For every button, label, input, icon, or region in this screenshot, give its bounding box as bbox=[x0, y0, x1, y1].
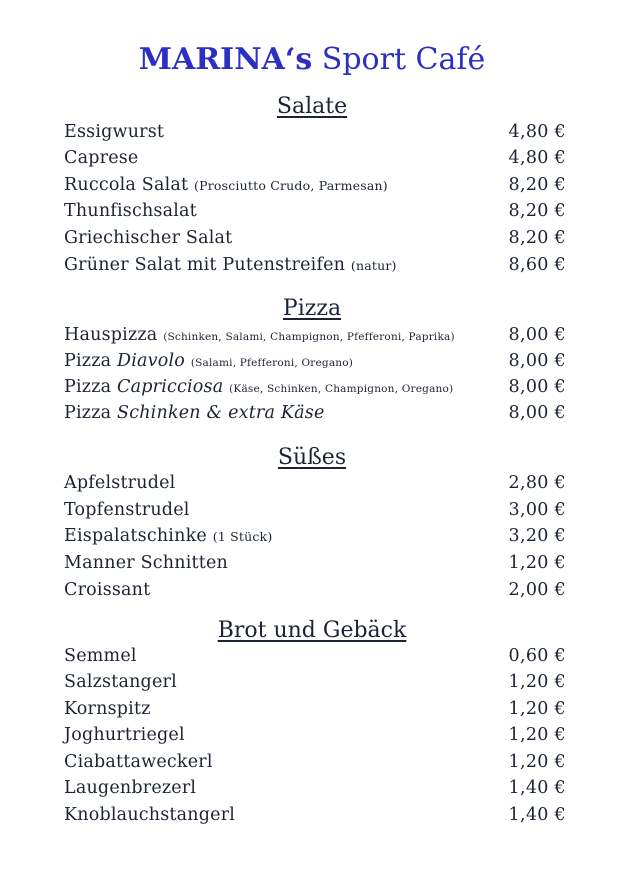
menu-item bbox=[64, 497, 566, 523]
menu-item bbox=[64, 643, 566, 669]
menu-item bbox=[64, 172, 566, 198]
item-name: Caprese bbox=[64, 148, 139, 168]
item-name: Kornspitz bbox=[64, 699, 151, 719]
item-name: Pizza Diavolo (Salami, Pfefferoni, Oregano) bbox=[64, 351, 354, 371]
menu-item bbox=[64, 470, 566, 496]
item-note: (Prosciutto Crudo, Parmesan) bbox=[194, 178, 388, 193]
item-note: (1 Stück) bbox=[212, 529, 273, 544]
item-note: (Salami, Pfefferoni, Oregano) bbox=[190, 357, 354, 369]
menu-item bbox=[64, 550, 566, 576]
item-name: Knoblauchstangerl bbox=[64, 805, 236, 825]
item-note: (Käse, Schinken, Champignon, Oregano) bbox=[229, 383, 454, 395]
item-name: Ruccola Salat (Prosciutto Crudo, Parmesan) bbox=[64, 175, 388, 195]
item-price: 8,00 € bbox=[508, 325, 566, 345]
section-title-pizza: Pizza bbox=[282, 296, 342, 321]
item-name: Grüner Salat mit Putenstreifen (natur) bbox=[64, 255, 397, 275]
item-price: 8,00 € bbox=[508, 377, 566, 397]
item-price: 1,20 € bbox=[508, 699, 566, 719]
menu-item bbox=[64, 348, 566, 374]
menu-item bbox=[64, 775, 566, 801]
item-price: 1,20 € bbox=[508, 553, 566, 573]
item-name: Eispalatschinke (1 Stück) bbox=[64, 526, 273, 546]
item-name: Thunfischsalat bbox=[64, 201, 197, 221]
section-title-salate: Salate bbox=[276, 94, 348, 119]
item-name: Apfelstrudel bbox=[64, 473, 176, 493]
item-name: Pizza Capricciosa (Käse, Schinken, Champignon, Oregano) bbox=[64, 377, 454, 397]
item-price: 1,20 € bbox=[508, 672, 566, 692]
item-price: 8,20 € bbox=[508, 228, 566, 248]
menu-item bbox=[64, 722, 566, 748]
menu-item bbox=[64, 198, 566, 224]
menu-item bbox=[64, 145, 566, 171]
menu-item bbox=[64, 523, 566, 549]
item-price: 2,80 € bbox=[508, 473, 566, 493]
item-price: 8,60 € bbox=[508, 255, 566, 275]
item-name: Pizza Schinken & extra Käse bbox=[64, 403, 325, 423]
menu-item bbox=[64, 577, 566, 603]
item-note: (natur) bbox=[350, 258, 397, 273]
menu-item bbox=[64, 252, 566, 278]
item-name: Ciabattaweckerl bbox=[64, 752, 213, 772]
item-price: 8,00 € bbox=[508, 403, 566, 423]
item-price: 4,80 € bbox=[508, 148, 566, 168]
item-name: Topfenstrudel bbox=[64, 500, 190, 520]
item-price: 4,80 € bbox=[508, 122, 566, 142]
item-name: Salzstangerl bbox=[64, 672, 177, 692]
item-note: (Schinken, Salami, Champignon, Pfefferoni, Paprika) bbox=[163, 331, 455, 343]
section-title-suesses: Süßes bbox=[277, 445, 347, 470]
item-price: 1,20 € bbox=[508, 752, 566, 772]
item-price: 1,40 € bbox=[508, 805, 566, 825]
menu-item bbox=[64, 669, 566, 695]
item-name: Croissant bbox=[64, 580, 151, 600]
item-name: Semmel bbox=[64, 646, 137, 666]
item-price: 1,20 € bbox=[508, 725, 566, 745]
item-price: 8,00 € bbox=[508, 351, 566, 371]
item-price: 2,00 € bbox=[508, 580, 566, 600]
menu-item bbox=[64, 225, 566, 251]
item-price: 8,20 € bbox=[508, 175, 566, 195]
menu-item bbox=[64, 802, 566, 828]
item-name: Hauspizza (Schinken, Salami, Champignon, Pfefferoni, Paprika) bbox=[64, 325, 455, 345]
item-name: Griechischer Salat bbox=[64, 228, 233, 248]
section-title-brot-und-gebaeck: Brot und Gebäck bbox=[217, 618, 407, 643]
item-name: Laugenbrezerl bbox=[64, 778, 197, 798]
item-price: 8,20 € bbox=[508, 201, 566, 221]
menu-item bbox=[64, 119, 566, 145]
menu-item bbox=[64, 696, 566, 722]
menu-item bbox=[64, 374, 566, 400]
title-rest: Sport Café bbox=[321, 42, 486, 77]
item-name: Joghurtriegel bbox=[64, 725, 185, 745]
page-title bbox=[0, 40, 624, 80]
item-price: 1,40 € bbox=[508, 778, 566, 798]
title-brand: MARINA‘s bbox=[138, 42, 313, 77]
item-price: 3,20 € bbox=[508, 526, 566, 546]
menu-item bbox=[64, 749, 566, 775]
item-price: 3,00 € bbox=[508, 500, 566, 520]
item-price: 0,60 € bbox=[508, 646, 566, 666]
item-name: Manner Schnitten bbox=[64, 553, 228, 573]
menu-item bbox=[64, 322, 566, 348]
item-name: Essigwurst bbox=[64, 122, 165, 142]
menu-item bbox=[64, 400, 566, 426]
